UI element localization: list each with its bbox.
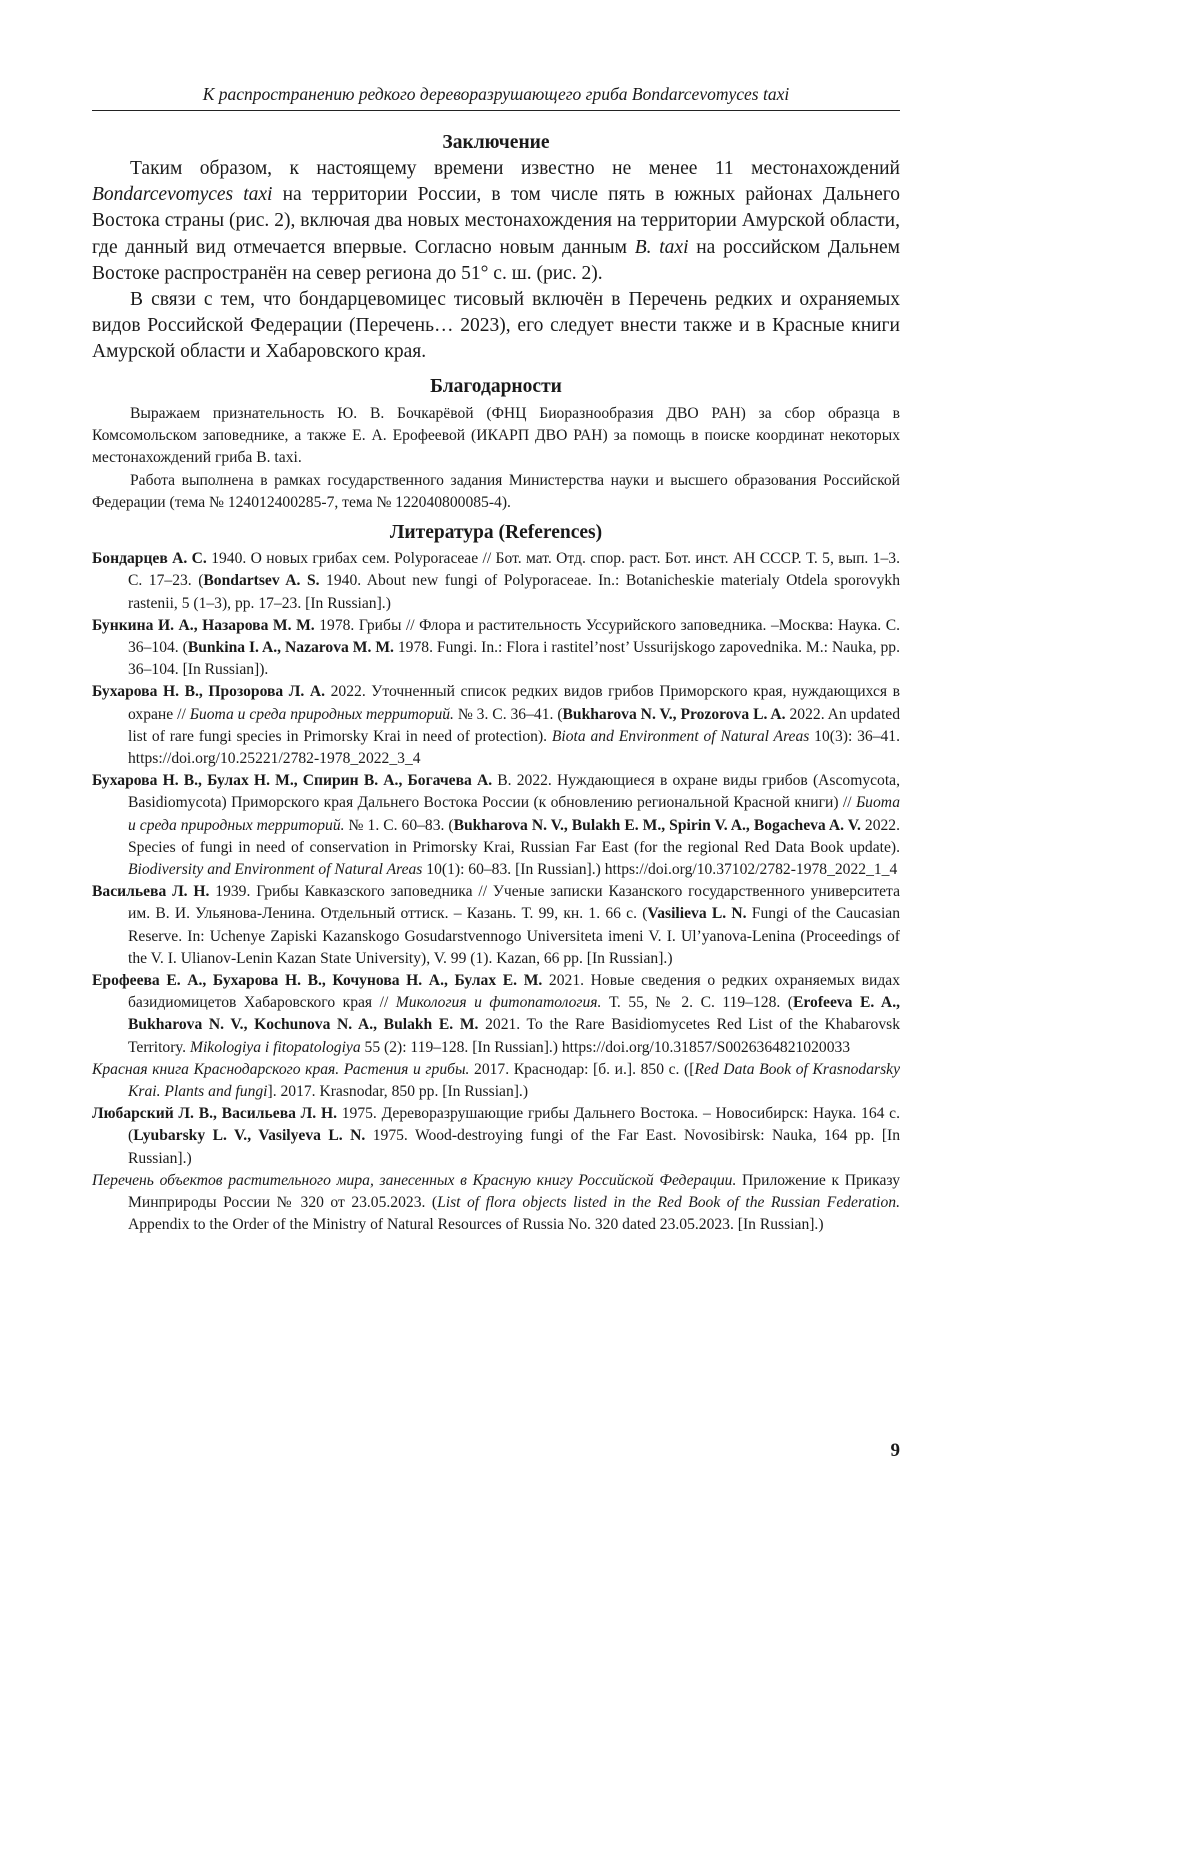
reference-item: [92, 681, 900, 770]
italic-title: Красная книга Краснодарского края. Растения и грибы.: [92, 1060, 470, 1078]
conclusion-paragraph-1: [92, 156, 900, 287]
main-content: [92, 128, 900, 1236]
text-run: 1978. Fungi. In.: Flora i rastitel’nost’ Ussurijskogo zapovednika. M.: Nauka, pp. 36–104. [In Russian]).: [128, 638, 900, 679]
author-names: Бухарова Н. В., Булах Н. М., Спирин В. А., Богачева А.: [92, 772, 493, 790]
text-run: Таким образом, к настоящему времени известно не менее 11 местонахождений: [130, 158, 900, 179]
italic-title: Биота и среда природных территорий.: [189, 705, 454, 723]
text-run: 1975. Дереворазрушающие грибы Дальнего Востока. – Новосибирск: Наука. 164 с. (: [128, 1105, 901, 1145]
author-names: Бухарова Н. В., Прозорова Л. А.: [92, 683, 326, 701]
text-run: 55 (2): 119–128. [In Russian].) https://doi.org/10.31857/S0026364821020033: [360, 1038, 851, 1056]
reference-item: [92, 881, 900, 970]
author-names: Bukharova N. V., Prozorova L. A.: [562, 705, 786, 723]
reference-item: [92, 548, 900, 615]
italic-title: Biota and Environment of Natural Areas: [551, 727, 810, 745]
text-run: В. 2022. Нуждающиеся в охране виды грибов (Ascomycota, Basidiomycota) Приморского края Дальнего Востока России (к обновлению региональной Красной книги) //: [128, 772, 900, 812]
text-run: № 1. С. 60–83. (: [344, 816, 454, 834]
italic-title: List of flora objects listed in the Red Book of the Russian Federation.: [437, 1194, 900, 1211]
text-run: 2022. Species of fungi in need of conservation in Primorsky Krai, Russian Far East (for the regional Red Data Book update).: [128, 816, 900, 856]
reference-item: [92, 1103, 900, 1170]
text-run: ]. 2017. Krasnodar, 850 pp. [In Russian].): [267, 1082, 529, 1100]
italic-title: Biodiversity and Environment of Natural Areas: [128, 860, 423, 878]
acknowledgements-paragraph-1: [92, 403, 900, 470]
italic-title: Биота и среда природных территорий.: [128, 794, 900, 834]
author-names: Lyubarsky L. V., Vasilyeva L. N.: [133, 1127, 366, 1145]
text-run: № 3. С. 36–41. (: [453, 705, 563, 723]
text-run: 2021. To the Rare Basidiomycetes Red List of the Khabarovsk Territory.: [128, 1016, 900, 1056]
text-run: 2022. Уточненный список редких видов грибов Приморского края, нуждающихся в охране //: [128, 683, 900, 723]
text-run: 1978. Грибы // Флора и растительность Уссурийского заповедника. –Москва: Наука. С. 36–104. (: [128, 616, 901, 656]
reference-item: [92, 970, 900, 1059]
text-run: на территории России, в том числе пять в южных районах Дальнего Востока страны (рис. 2), включая два новых местонахождения на территории Амурской области, где данный вид отмечается впервые. Согласно новым данным: [92, 184, 900, 258]
italic-title: Mikologiya i fitopatologiya: [189, 1038, 361, 1056]
author-names: Vasilieva L. N.: [647, 905, 747, 923]
italic-title: Bondarcevomyces taxi: [92, 184, 273, 206]
running-head: К распространению редкого дереворазрушающего гриба Bondarcevomyces taxi: [92, 84, 900, 111]
reference-item: [92, 770, 900, 881]
text-run: 2021. Новые сведения о редких охраняемых видах базидиомицетов Хабаровского края //: [128, 971, 900, 1012]
italic-title: Микология и фитопатология.: [395, 994, 602, 1012]
text-run: 1940. О новых грибах сем. Polyporaceae // Бот. мат. Отд. спор. раст. Бот. инст. АН СССР. Т. 5, вып. 1–3. С. 17–23. (: [128, 550, 900, 590]
author-names: Бондарцев А. С.: [92, 550, 207, 568]
acknowledgements-heading: Благодарности: [430, 375, 562, 397]
author-names: Bondartsev A. S.: [203, 572, 320, 590]
author-names: Васильева Л. Н.: [92, 883, 210, 901]
text-run: 2017. Краснодар: [б. и.]. 850 с. ([: [469, 1060, 695, 1078]
text-run: Приложение к Приказу Минприроды России № 320 от 23.05.2023. (: [128, 1171, 900, 1211]
text-run: 10(1): 60–83. [In Russian].) https://doi.org/10.37102/2782-1978_2022_1_4: [422, 860, 898, 878]
text-run: Выражаем признательность Ю. В. Бочкарёвой (ФНЦ Биоразнообразия ДВО РАН) за сбор образца в Комсомольском заповеднике, а также Е. А. Ерофеевой (ИКАРП ДВО РАН) за помощь в поиске координат некоторых местонахождений гриба B. taxi.: [92, 404, 900, 467]
text-run: на российском Дальнем Востоке распространён на север региона до 51° с. ш. (рис. 2).: [92, 236, 901, 284]
text-run: Т. 55, № 2. С. 119–128. (: [601, 994, 793, 1012]
reference-item: [92, 1059, 900, 1103]
italic-title: B. taxi: [634, 236, 689, 258]
author-names: Erofeeva E. A., Bukharova N. V., Kochunova N. A., Bulakh E. M.: [128, 994, 900, 1034]
text-run: 10(3): 36–41. https://doi.org/10.25221/2782-1978_2022_3_4: [128, 727, 900, 767]
author-names: Bunkina I. A., Nazarova M. M.: [187, 638, 394, 656]
author-names: Ерофеева Е. А., Бухарова Н. В., Кочунова Н. А., Булах Е. М.: [92, 971, 543, 989]
text-run: 1975. Wood-destroying fungi of the Far East. Novosibirsk: Nauka, 164 pp. [In Russian].): [128, 1127, 901, 1167]
text-run: Appendix to the Order of the Ministry of Natural Resources of Russia No. 320 dated 23.05.2023. [In Russian].): [128, 1216, 824, 1234]
conclusion-paragraph-2: [92, 287, 900, 366]
author-names: Bukharova N. V., Bulakh E. M., Spirin V. A., Bogacheva A. V.: [453, 816, 861, 834]
italic-title: Red Data Book of Krasnodarsky Krai. Plants and fungi: [128, 1060, 900, 1100]
author-names: Бункина И. А., Назарова М. М.: [92, 616, 315, 634]
text-run: 2022. An updated list of rare fungi species in Primorsky Krai in need of protection).: [128, 705, 900, 745]
page-number: 9: [890, 1440, 900, 1461]
conclusion-heading: Заключение: [442, 132, 550, 153]
text-run: 1939. Грибы Кавказского заповедника // Ученые записки Казанского государственного университета им. В. И. Ульянова-Ленина. Отдельный оттиск. – Казань. Т. 99, кн. 1. 66 с. (: [128, 883, 900, 923]
text-run: В связи с тем, что бондарцевомицес тисовый включён в Перечень редких и охраняемых видов Российской Федерации (Перечень… 2023), его следует внести также и в Красные книги Амурской области и Хабаровского края.: [92, 289, 900, 363]
reference-item: [92, 1170, 900, 1237]
author-names: Любарский Л. В., Васильева Л. Н.: [92, 1105, 337, 1123]
text-run: 1940. About new fungi of Polyporaceae. In.: Botanicheskie materialy Otdela sporovykh rastenii, 5 (1–3), pp. 17–23. [In Russian].): [128, 572, 900, 612]
acknowledgements-paragraph-2: [92, 470, 900, 515]
italic-title: Перечень объектов растительного мира, занесенных в Красную книгу Российской Федерации.: [92, 1171, 737, 1189]
references-heading: Литература (References): [389, 522, 603, 544]
reference-item: [92, 615, 900, 682]
reference-list: [92, 548, 900, 1236]
text-run: Работа выполнена в рамках государственного задания Министерства науки и высшего образования Российской Федерации (тема № 124012400285-7, тема № 122040800085-4).: [92, 471, 900, 511]
text-run: Fungi of the Caucasian Reserve. In: Uchenye Zapiski Kazanskogo Gosudarstvennogo Universiteta imeni V. I. Ul’yanova-Lenina (Proceedings of the V. I. Ulianov-Lenin Kazan State University), V. 99 (1). Kazan, 66 pp. [In Russian].): [128, 905, 900, 967]
